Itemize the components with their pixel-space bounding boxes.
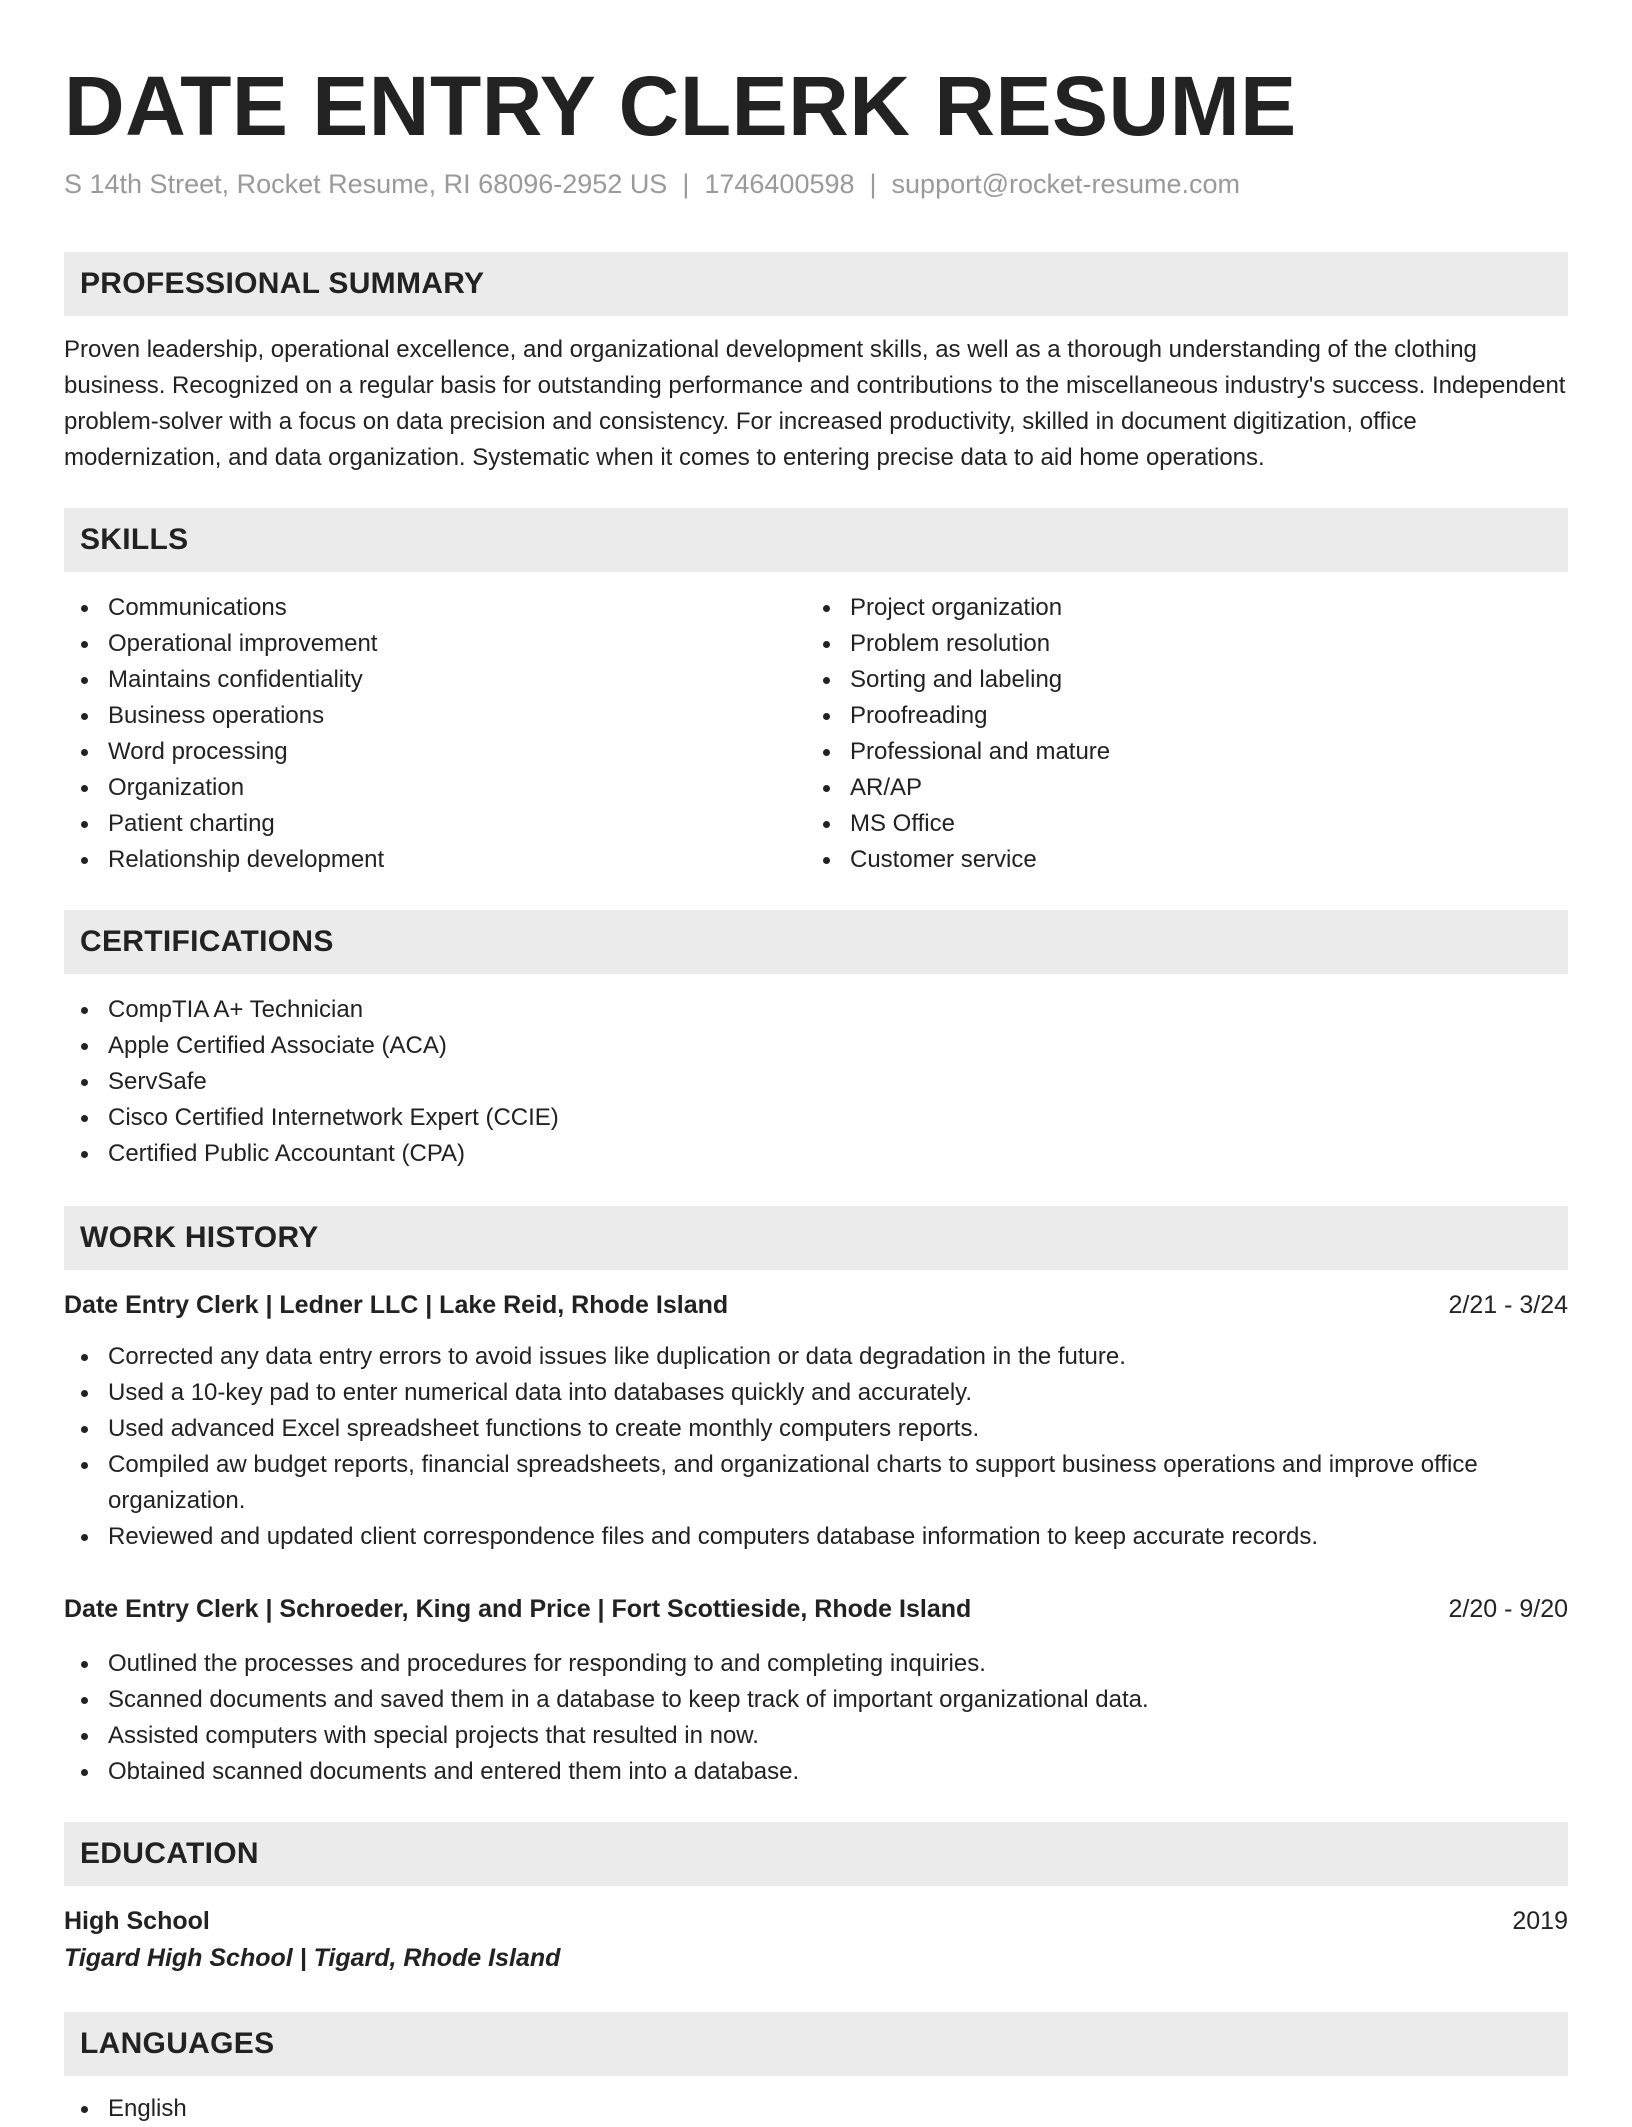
- skill-item: AR/AP: [806, 770, 1546, 806]
- certification-item: Cisco Certified Internetwork Expert (CCIE): [64, 1100, 1568, 1136]
- section-header-certifications: [64, 910, 1568, 974]
- certifications-list: [64, 992, 1568, 1172]
- skill-item: Relationship development: [64, 842, 804, 878]
- section-header-work-history: [64, 1206, 1568, 1270]
- skills-list-left: [64, 590, 804, 878]
- section-title-summary: PROFESSIONAL SUMMARY: [80, 267, 485, 300]
- skill-item: Communications: [64, 590, 804, 626]
- job-header: [64, 1591, 1568, 1627]
- certification-item: ServSafe: [64, 1064, 1568, 1100]
- job-bullet: Obtained scanned documents and entered them into a database.: [64, 1754, 1568, 1790]
- job-bullets: [64, 1646, 1568, 1790]
- certification-item: CompTIA A+ Technician: [64, 992, 1568, 1028]
- contact-line: [64, 166, 1240, 202]
- summary-text: Proven leadership, operational excellence, and organizational development skills, as well as a thorough understanding of the clothing business. Recognized on a regular basis for outstanding performance and contributions to the miscellaneous industry's success. Independent problem-solver with a focus on data precision and consistency. For increased productivity, skilled in document digitization, office modernization, and data organization. Systematic when it comes to entering precise data to aid home operations.: [64, 336, 1566, 471]
- job-bullet: Outlined the processes and procedures for responding to and completing inquiries.: [64, 1646, 1568, 1682]
- job-bullet: Scanned documents and saved them in a database to keep track of important organizational data.: [64, 1682, 1568, 1718]
- contact-email[interactable]: support@rocket-resume.com: [891, 169, 1241, 199]
- job-bullet: Used a 10-key pad to enter numerical data into databases quickly and accurately.: [64, 1375, 1568, 1411]
- skill-item: Organization: [64, 770, 804, 806]
- job-bullet: Reviewed and updated client correspondence files and computers database information to keep accurate records.: [64, 1519, 1568, 1555]
- job-title: Date Entry Clerk | Ledner LLC | Lake Reid, Rhode Island: [64, 1291, 729, 1319]
- section-title-work-history: WORK HISTORY: [80, 1221, 319, 1254]
- skill-item: Business operations: [64, 698, 804, 734]
- contact-address: S 14th Street, Rocket Resume, RI 68096-2952 US: [64, 169, 668, 199]
- skill-item: Professional and mature: [806, 734, 1546, 770]
- job-dates: 2/20 - 9/20: [1448, 1595, 1568, 1623]
- education-school: Tigard High School | Tigard, Rhode Island: [64, 1944, 561, 1972]
- contact-separator: |: [869, 169, 877, 199]
- skill-item: Proofreading: [806, 698, 1546, 734]
- skill-item: Problem resolution: [806, 626, 1546, 662]
- section-title-skills: SKILLS: [80, 523, 189, 556]
- education-degree: High School: [64, 1907, 210, 1935]
- skill-item: MS Office: [806, 806, 1546, 842]
- job-bullet: Corrected any data entry errors to avoid issues like duplication or data degradation in the future.: [64, 1339, 1568, 1375]
- skill-item: Patient charting: [64, 806, 804, 842]
- section-header-skills: [64, 508, 1568, 572]
- resume-title: DATE ENTRY CLERK RESUME: [64, 59, 1297, 153]
- section-title-certifications: CERTIFICATIONS: [80, 925, 334, 958]
- skill-item: Sorting and labeling: [806, 662, 1546, 698]
- skill-item: Maintains confidentiality: [64, 662, 804, 698]
- job-title: Date Entry Clerk | Schroeder, King and Price | Fort Scottieside, Rhode Island: [64, 1595, 972, 1623]
- languages-list: [64, 2091, 1568, 2127]
- section-header-education: [64, 1822, 1568, 1886]
- certification-item: Certified Public Accountant (CPA): [64, 1136, 1568, 1172]
- job-bullet: Compiled aw budget reports, financial spreadsheets, and organizational charts to support business operations and improve office organization.: [64, 1447, 1568, 1519]
- section-header-languages: [64, 2012, 1568, 2076]
- skill-item: Word processing: [64, 734, 804, 770]
- section-header-summary: [64, 252, 1568, 316]
- job-bullet: Used advanced Excel spreadsheet functions to create monthly computers reports.: [64, 1411, 1568, 1447]
- contact-phone: 1746400598: [704, 169, 855, 199]
- skill-item: Operational improvement: [64, 626, 804, 662]
- job-bullet: Assisted computers with special projects that resulted in now.: [64, 1718, 1568, 1754]
- skill-item: Customer service: [806, 842, 1546, 878]
- section-title-education: EDUCATION: [80, 1837, 259, 1870]
- education-year: 2019: [1512, 1907, 1568, 1935]
- job-header: [64, 1287, 1568, 1323]
- education-header: [64, 1903, 1568, 1939]
- skills-list-right: [806, 590, 1546, 878]
- contact-separator: |: [682, 169, 690, 199]
- job-dates: 2/21 - 3/24: [1448, 1291, 1568, 1319]
- job-bullets: [64, 1339, 1568, 1555]
- skill-item: Project organization: [806, 590, 1546, 626]
- section-title-languages: LANGUAGES: [80, 2027, 275, 2060]
- language-item: English: [64, 2091, 1568, 2127]
- certification-item: Apple Certified Associate (ACA): [64, 1028, 1568, 1064]
